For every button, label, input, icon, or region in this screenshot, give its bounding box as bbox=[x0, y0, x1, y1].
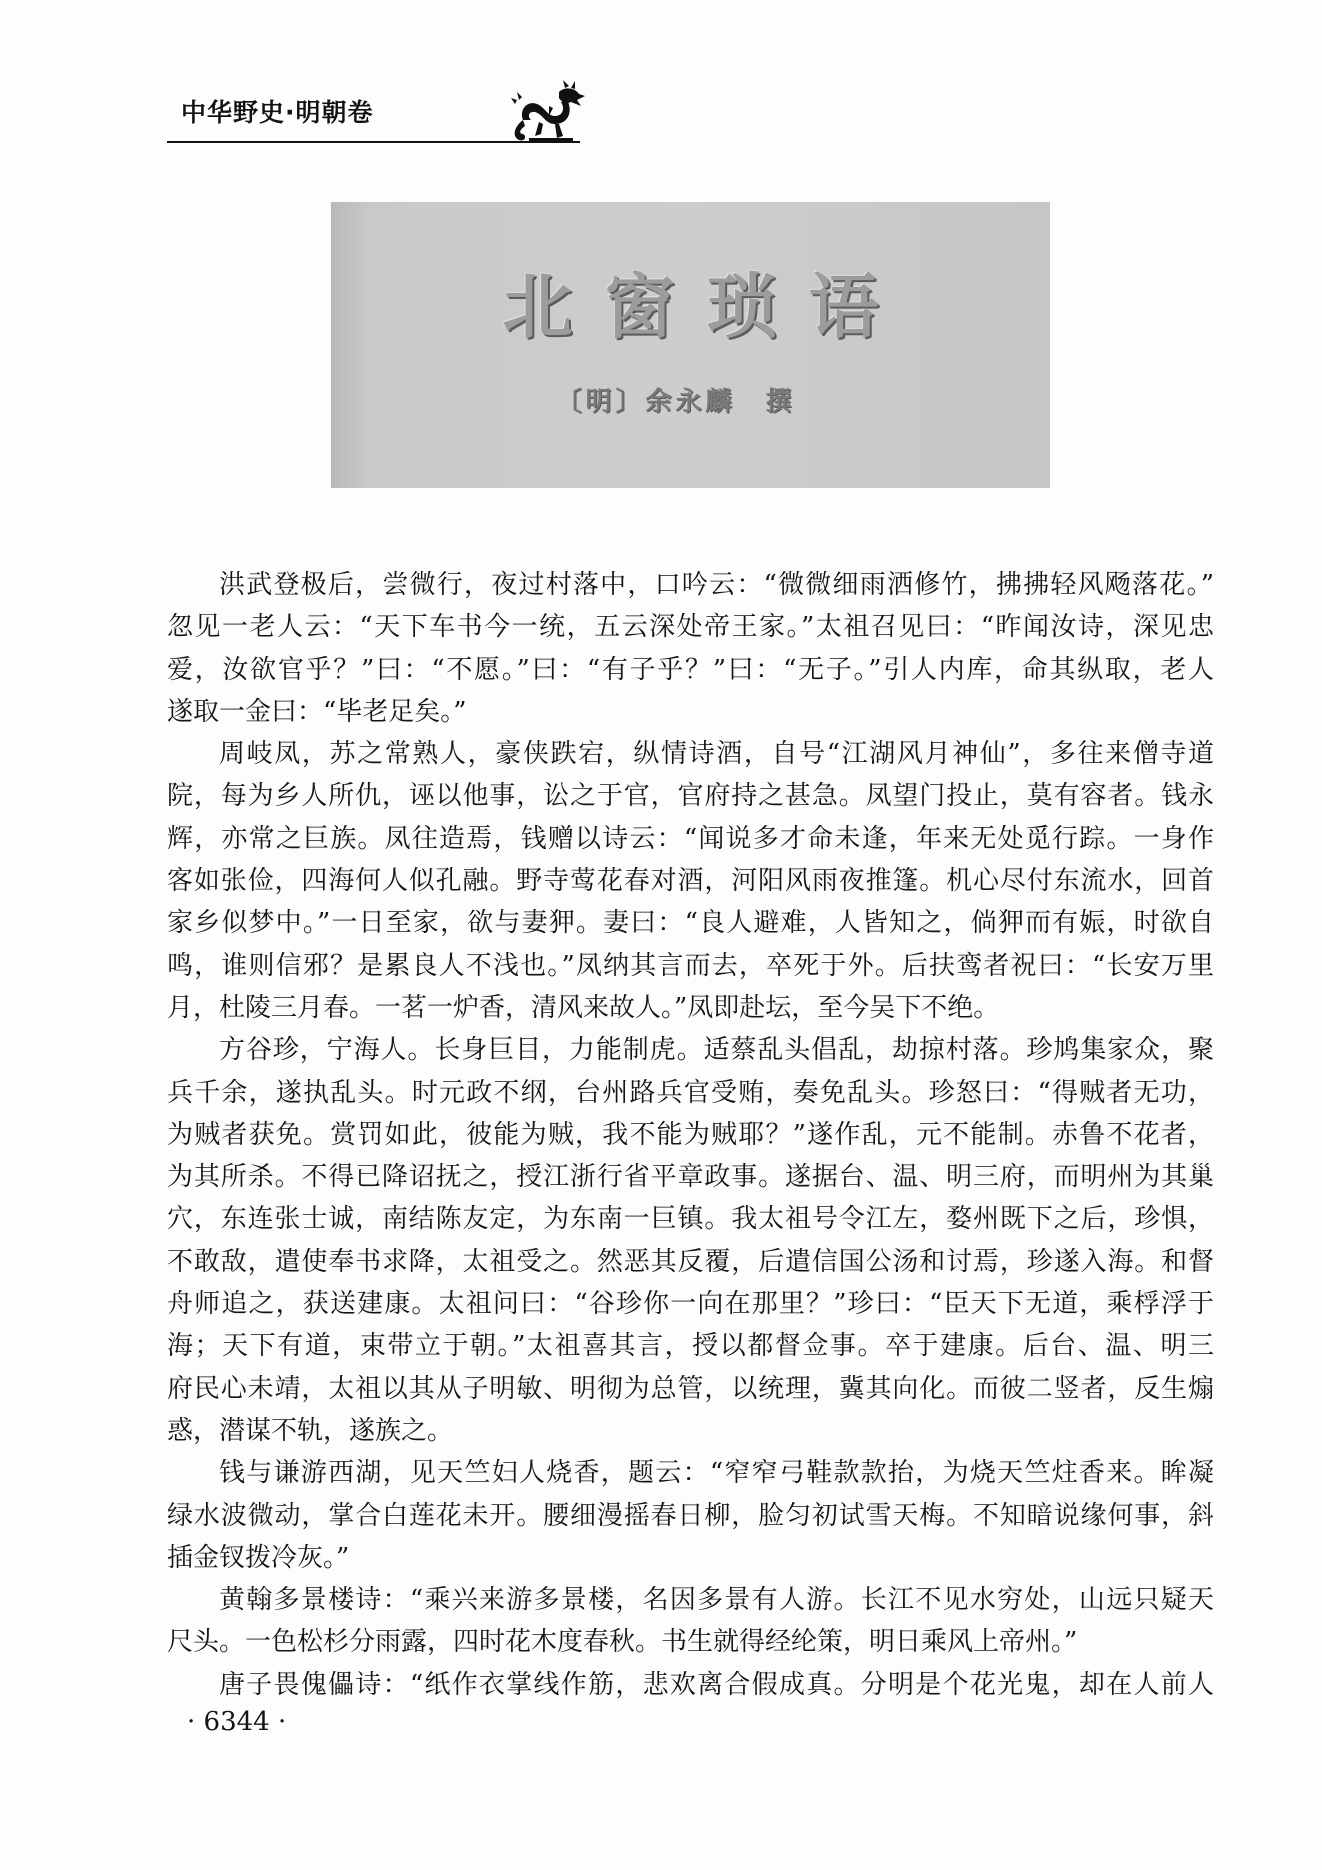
text-line: 周岐凤，苏之常熟人，豪侠跌宕，纵情诗酒，自号“江湖风月神仙”，多往来僧寺道 bbox=[219, 739, 1214, 770]
text-line: 插金钗拨冷灰。” bbox=[167, 1542, 350, 1573]
paragraph bbox=[167, 733, 1214, 1029]
text-line: 爱，汝欲官乎？”曰：“不愿。”曰：“有子乎？”曰：“无子。”引人内库，命其纵取，老人 bbox=[167, 654, 1214, 685]
text-line: 舟师追之，获送建康。太祖问曰：“谷珍你一向在那里？”珍曰：“臣天下无道，乘桴浮于 bbox=[167, 1289, 1214, 1320]
text-line: 忽见一老人云：“天下车书今一统，五云深处帝王家。”太祖召见曰：“昨闻汝诗，深见忠 bbox=[167, 612, 1214, 643]
text-line: 方谷珍，宁海人。长身巨目，力能制虎。适蔡乱头倡乱，劫掠村落。珍鸠集家众，聚 bbox=[219, 1035, 1214, 1066]
text-line: 钱与谦游西湖，见天竺妇人烧香，题云：“窄窄弓鞋款款抬，为烧天竺炷香来。眸凝 bbox=[219, 1458, 1214, 1489]
paragraph bbox=[167, 1452, 1214, 1579]
body-text bbox=[167, 564, 1214, 1706]
text-line: 惑，潜谋不轨，遂族之。 bbox=[167, 1415, 454, 1446]
paragraph bbox=[167, 564, 1214, 733]
text-line: 为贼者获免。赏罚如此，彼能为贼，我不能为贼耶？”遂作乱，元不能制。赤鲁不花者， bbox=[167, 1119, 1214, 1150]
text-line: 客如张俭，四海何人似孔融。野寺莺花春对酒，河阳风雨夜推篷。机心尽付东流水，回首 bbox=[167, 866, 1214, 897]
author-line: 〔明〕余永麟 撰 bbox=[555, 387, 796, 417]
text-line: 洪武登极后，尝微行，夜过村落中，口吟云：“微微细雨洒修竹，拂拂轻风飏落花。” bbox=[219, 570, 1214, 600]
running-title: 中华野史·明朝卷 bbox=[181, 98, 374, 127]
text-line: 黄翰多景楼诗：“乘兴来游多景楼，名因多景有人游。长江不见水穷处，山远只疑天 bbox=[219, 1585, 1214, 1616]
text-line: 海；天下有道，束带立于朝。”太祖喜其言，授以都督佥事。卒于建康。后台、温、明三 bbox=[167, 1331, 1214, 1362]
paragraph bbox=[167, 1579, 1214, 1664]
text-line: 兵千余，遂执乱头。时元政不纲，台州路兵官受贿，奏免乱头。珍怒曰：“得贼者无功， bbox=[167, 1077, 1214, 1108]
running-head bbox=[181, 99, 374, 127]
text-line: 遂取一金曰：“毕老足矣。” bbox=[167, 696, 467, 727]
text-line: 不敢敌，遣使奉书求降，太祖受之。然恶其反覆，后遣信国公汤和讨焉，珍遂入海。和督 bbox=[167, 1246, 1214, 1277]
text-line: 鸣，谁则信邪？是累良人不浅也。”凤纳其言而去，卒死于外。后扶鸾者祝曰：“长安万里 bbox=[167, 950, 1214, 981]
text-line: 穴，东连张士诚，南结陈友定，为东南一巨镇。我太祖号令江左，婺州既下之后，珍惧， bbox=[167, 1204, 1214, 1235]
text-line: 唐子畏傀儡诗：“纸作衣掌线作筋，悲欢离合假成真。分明是个花光鬼，却在人前人 bbox=[219, 1669, 1214, 1700]
text-line: 绿水波微动，掌合白莲花未开。腰细漫摇春日柳，脸匀初试雪天梅。不知暗说缘何事，斜 bbox=[167, 1500, 1214, 1531]
text-line: 月，杜陵三月春。一茗一炉香，清风来故人。”凤即赴坛，至今吴下不绝。 bbox=[167, 992, 1000, 1023]
text-line: 尺头。一色松杉分雨露，四时花木度春秋。书生就得经纶策，明日乘风上帝州。” bbox=[167, 1627, 1078, 1658]
page-number: · 6344 · bbox=[187, 1707, 287, 1737]
text-line: 为其所杀。不得已降诏抚之，授江浙行省平章政事。遂据台、温、明三府，而明州为其巢 bbox=[167, 1162, 1214, 1193]
title-banner bbox=[331, 202, 1050, 488]
paragraph bbox=[167, 1029, 1214, 1452]
text-line: 院，每为乡人所仇，诬以他事，讼之于官，官府持之甚急。凤望门投止，莫有容者。钱永 bbox=[167, 781, 1214, 812]
text-line: 辉，亦常之巨族。凤往造焉，钱赠以诗云：“闻说多才命未逢，年来无处觅行踪。一身作 bbox=[167, 823, 1214, 854]
text-line: 府民心未靖，太祖以其从子明敏、明彻为总管，以统理，冀其向化。而彼二竖者，反生煽 bbox=[167, 1373, 1214, 1404]
article-title: 北窗琐语 bbox=[502, 265, 911, 348]
header-rule bbox=[167, 141, 580, 143]
paragraph bbox=[167, 1664, 1214, 1706]
dragon-icon bbox=[509, 80, 585, 144]
text-line: 家乡似梦中。”一日至家，欲与妻狎。妻曰：“良人避难，人皆知之，倘狎而有娠，时欲自 bbox=[167, 908, 1214, 939]
